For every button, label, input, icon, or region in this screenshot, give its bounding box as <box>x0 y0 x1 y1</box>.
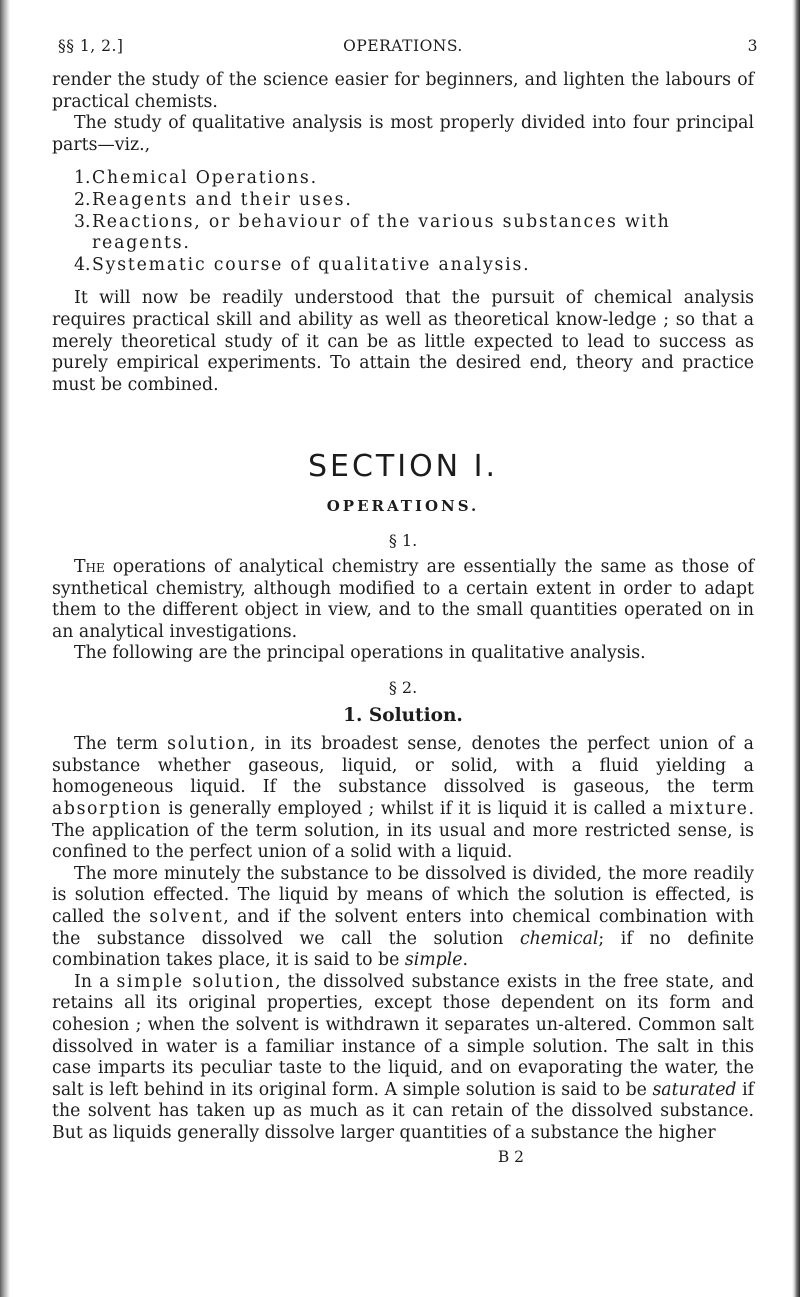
list-item: 4.Systematic course of qualitative analysis. <box>74 254 531 275</box>
page-number: 3 <box>747 37 758 55</box>
section-mark-1: § 1. <box>388 530 418 550</box>
operations-paragraph: The operations of analytical chemistry are essentially the same as those of synthetical chemistry, although modified to a certain extent in order to adapt them to the different object in view, and to the small quantities operated on in an analytical investigations. <box>52 557 754 642</box>
book-spine-shadow <box>0 0 10 1297</box>
signature-mark: B 2 <box>497 1147 524 1166</box>
analysis-paragraph: It will now be readily understood that the pursuit of chemical analysis requires practical skill and ability as well as theoretical know-ledge ; so that a merely theoretical study of it can be as little expected to lead to success as purely empirical experiments. To attain the desired end, theory and practice must be combined. <box>52 288 754 395</box>
list-item: 1.Chemical Operations. <box>74 168 318 189</box>
running-head <box>52 36 758 60</box>
section-subheading: OPERATIONS. <box>326 496 480 515</box>
book-page <box>52 0 758 1168</box>
page-edge-shadow <box>792 0 800 1297</box>
section-heading: SECTION I. <box>307 449 499 485</box>
section-reference: §§ 1, 2.] <box>58 37 124 55</box>
intro-paragraph-continued: render the study of the science easier for beginners, and lighten the labours of practical chemists. <box>52 70 754 112</box>
parts-list <box>52 168 754 276</box>
section-mark-2: § 2. <box>388 678 418 698</box>
list-item: 2.Reagents and their uses. <box>74 189 353 210</box>
principal-operations-paragraph: The following are the principal operations in qualitative analysis. <box>74 643 646 664</box>
chapter-title: OPERATIONS. <box>343 37 463 55</box>
solution-definition-paragraph: The term solution, in its broadest sense, denotes the perfect union of a substance whether gaseous, liquid, or solid, with a fluid yielding a homogeneous liquid. If the substance dissolved is gaseous, the term absorption is generally employed ; whilst if it is liquid it is called a mixture. The application of the term solution, in its usual and more restricted sense, is confined to the perfect union of a solid with a liquid. <box>52 734 754 863</box>
list-item: 3.Reactions, or behaviour of the various substances with reagents. <box>74 211 671 254</box>
intro-paragraph-divisions: The study of qualitative analysis is most properly divided into four principal parts—viz., <box>52 113 754 155</box>
solution-heading: 1. Solution. <box>343 704 463 726</box>
solvent-paragraph: The more minutely the substance to be dissolved is divided, the more readily is solution effected. The liquid by means of which the solution is effected, is called the solvent, and if the solvent enters into chemical combination with the substance dissolved we call the solution chemical; if no definite combination takes place, it is said to be simple. <box>52 863 754 971</box>
simple-solution-paragraph: In a simple solution, the dissolved substance exists in the free state, and retains all its original properties, except those dependent on its form and cohesion ; when the solvent is withdrawn it separates un-altered. Common salt dissolved in water is a familiar instance of a simple solution. The salt in this case imparts its peculiar taste to the liquid, and on evaporating the water, the salt is left behind in its original form. A simple solution is said to be saturated if the solvent has taken up as much as it can retain of the dissolved substance. But as liquids generally dissolve larger quantities of a substance the higher <box>52 971 754 1143</box>
